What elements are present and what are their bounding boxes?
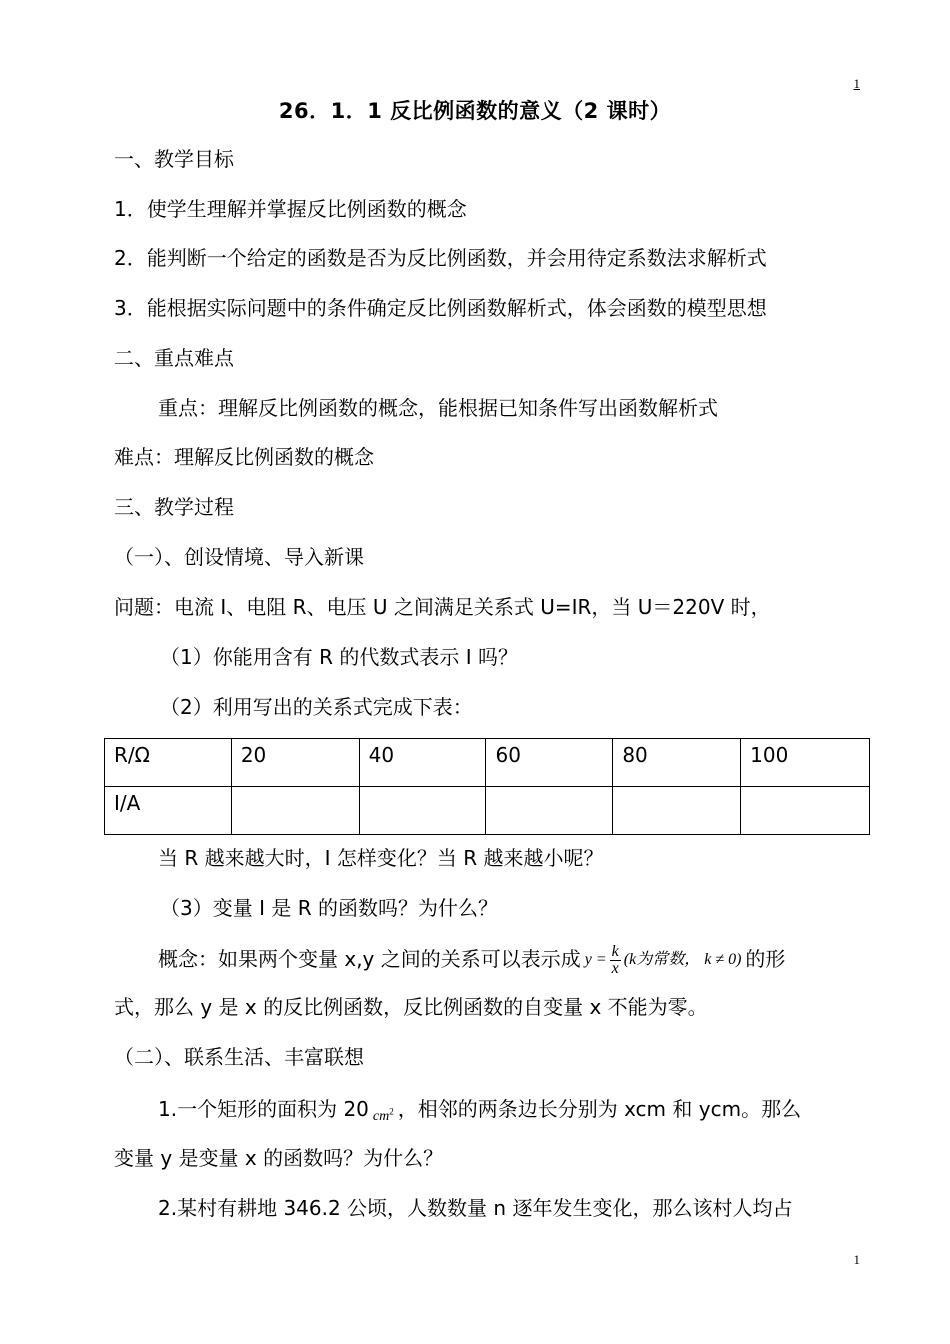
page-title: 26．1．1 反比例函数的意义（2 课时） bbox=[278, 99, 672, 123]
area-unit bbox=[372, 1106, 394, 1124]
key-point-text: 重点：理解反比例函数的概念，能根据已知条件写出函数解析式 bbox=[158, 396, 718, 420]
table-cell bbox=[359, 787, 486, 835]
table-cell: I/A bbox=[105, 787, 232, 835]
page-number-top: 1 bbox=[853, 76, 860, 91]
subsection-heading-intro: （一）、创设情境、导入新课 bbox=[114, 545, 364, 569]
table-cell: 100 bbox=[741, 739, 870, 787]
formula-fraction bbox=[610, 944, 621, 977]
question-1: （1）你能用含有 R 的代数式表示 I 吗？ bbox=[160, 645, 518, 669]
goal-item-2: 2．能判断一个给定的函数是否为反比例函数，并会用待定系数法求解析式 bbox=[114, 246, 767, 270]
table-follow-up-question: 当 R 越来越大时，I 怎样变化？当 R 越来越小呢？ bbox=[158, 846, 604, 870]
concept-text: 概念：如果两个变量 x,y 之间的关系可以表示成 bbox=[158, 947, 581, 971]
question-3: （3）变量 I 是 R 的函数吗？为什么？ bbox=[160, 896, 498, 920]
formula-denominator: x bbox=[611, 960, 619, 977]
question-2: （2）利用写出的关系式完成下表： bbox=[160, 695, 473, 719]
page-number-bottom: 1 bbox=[853, 1252, 860, 1267]
table-cell bbox=[486, 787, 613, 835]
table-cell: 60 bbox=[486, 739, 613, 787]
formula-lhs: y = bbox=[584, 951, 607, 969]
subsection-heading-life: （二）、联系生活、丰富联想 bbox=[114, 1045, 364, 1069]
table-cell bbox=[613, 787, 741, 835]
formula-numerator: k bbox=[611, 943, 619, 960]
inverse-proportion-formula bbox=[585, 944, 742, 977]
concept-text-end: 的形 bbox=[745, 947, 786, 971]
resistance-current-table bbox=[104, 738, 870, 835]
example-1-line-1 bbox=[158, 1096, 801, 1130]
area-unit-base: cm bbox=[372, 1109, 390, 1124]
concept-line-2: 式，那么 y 是 x 的反比例函数，反比例函数的自变量 x 不能为零。 bbox=[114, 995, 708, 1019]
example-1-text-end: ，相邻的两条边长分别为 xcm 和 ycm。那么 bbox=[397, 1097, 802, 1121]
section-heading-process: 三、教学过程 bbox=[114, 495, 234, 519]
section-heading-goals: 一、教学目标 bbox=[114, 147, 234, 171]
table-cell: 80 bbox=[613, 739, 741, 787]
table-cell: 20 bbox=[231, 739, 359, 787]
table-cell bbox=[231, 787, 359, 835]
example-2-line-1: 2.某村有耕地 346.2 公顷，人数数量 n 逐年发生变化，那么该村人均占 bbox=[158, 1196, 793, 1220]
example-1-text: 1.一个矩形的面积为 20 bbox=[158, 1097, 369, 1121]
goal-item-1: 1．使学生理解并掌握反比例函数的概念 bbox=[114, 197, 467, 221]
table-row bbox=[105, 739, 870, 787]
difficulty-text: 难点：理解反比例函数的概念 bbox=[114, 445, 374, 469]
table-cell: R/Ω bbox=[105, 739, 232, 787]
formula-condition-2: k ≠ 0) bbox=[704, 951, 742, 969]
section-heading-key-points: 二、重点难点 bbox=[114, 346, 234, 370]
table-cell bbox=[741, 787, 870, 835]
area-unit-exponent: 2 bbox=[389, 1106, 394, 1117]
formula-condition: (k为常数， bbox=[623, 951, 701, 969]
goal-item-3: 3．能根据实际问题中的条件确定反比例函数解析式，体会函数的模型思想 bbox=[114, 296, 767, 320]
concept-line-1 bbox=[158, 944, 785, 977]
example-1-line-2: 变量 y 是变量 x 的函数吗？为什么？ bbox=[114, 1146, 444, 1170]
table-cell: 40 bbox=[359, 739, 486, 787]
table-row bbox=[105, 787, 870, 835]
problem-statement: 问题：电流 I、电阻 R、电压 U 之间满足关系式 U=IR，当 U＝220V 时， bbox=[114, 595, 771, 619]
